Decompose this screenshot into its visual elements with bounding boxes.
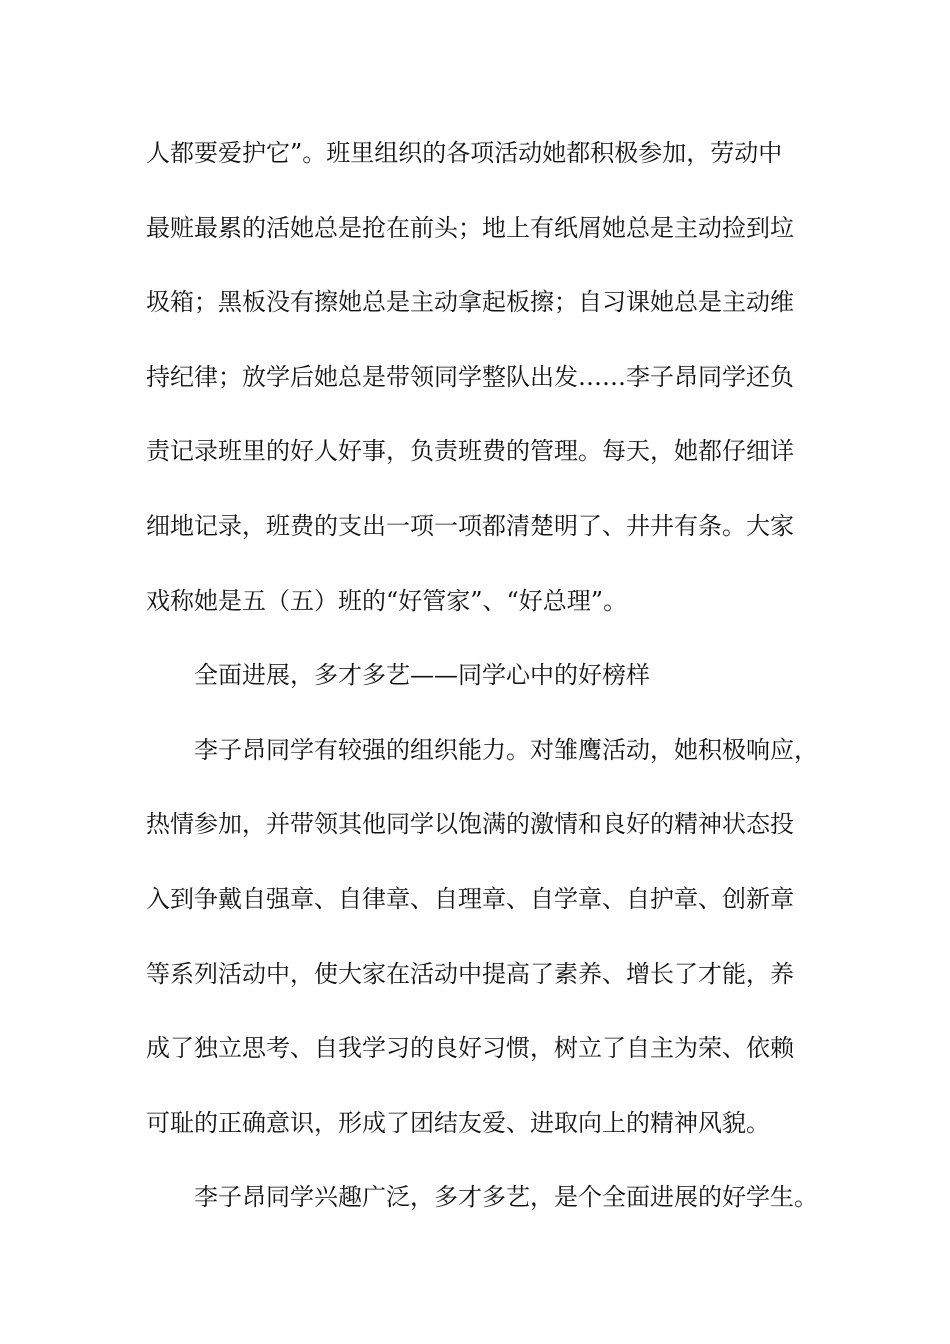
text-line: 责记录班里的好人好事，负责班费的管理。每天，她都仔细详	[146, 437, 794, 466]
text-line: 人都要爱护它”。班里组织的各项活动她都积极参加，劳动中	[146, 139, 783, 167]
text-line: 入到争戴自强章、自律章、自理章、自学章、自护章、创新章	[146, 884, 794, 913]
text-line: 圾箱；黑板没有擦她总是主动拿起板擦；自习课她总是主动维	[146, 288, 794, 317]
text-line: 等系列活动中，使大家在活动中提高了素养、增长了才能，养	[146, 959, 794, 988]
text-line: 细地记录，班费的支出一项一项都清楚明了、井井有条。大家	[146, 511, 794, 540]
text-line: 李子昂同学有较强的组织能力。对雏鹰活动，她积极响应，	[194, 735, 818, 764]
text-line: 热情参加，并带领其他同学以饱满的激情和良好的精神状态投	[146, 810, 794, 839]
text-line: 戏称她是五（五）班的“好管家”、“好总理”。	[146, 586, 628, 615]
text-line: 持纪律；放学后她总是带领同学整队出发……李子昂同学还负	[146, 362, 794, 391]
text-line: 可耻的正确意识，形成了团结友爱、进取向上的精神风貌。	[146, 1108, 770, 1137]
text-line: 最赃最累的活她总是抢在前头；地上有纸屑她总是主动捡到垃	[146, 213, 794, 242]
section-heading: 全面进展，多才多艺——同学心中的好榜样	[194, 661, 650, 690]
body-text	[146, 130, 836, 1249]
text-line: 成了独立思考、自我学习的良好习惯，树立了自主为荣、依赖	[146, 1034, 794, 1063]
text-line: 李子昂同学兴趣广泛，多才多艺，是个全面进展的好学生。	[194, 1183, 818, 1212]
